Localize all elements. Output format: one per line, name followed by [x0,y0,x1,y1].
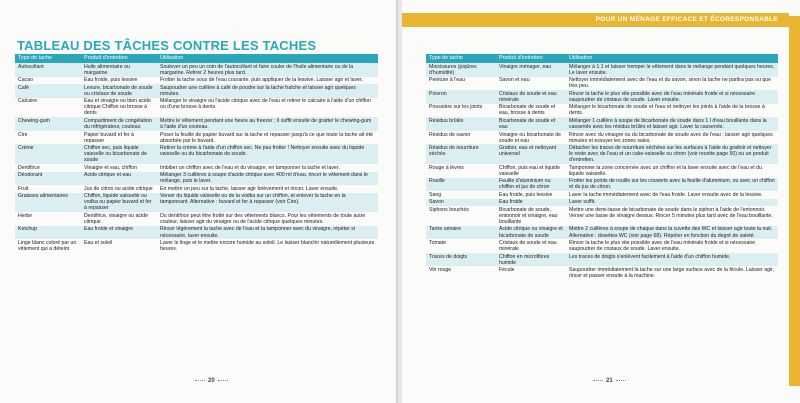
cell-product: Bicarbonate de soude et eau, brosse à dents [496,104,566,118]
cell-type: Fruit [15,185,81,192]
cell-product: Cristaux de soude et eau minérale [496,239,566,253]
cell-product: Compartiment de congélation du réfrigérateur, couteau [81,117,157,131]
header-column-usage: Utilisation [157,54,378,63]
cell-usage: Mélanger le bicarbonate de soude et l'eau et nettoyer les joints à l'aide de la brosse à dents. [566,104,778,118]
cell-usage: Saupoudrer une cuillère à café de poudre sur la tache fraîche et laisser agir quelques minutes. [157,84,378,98]
cell-usage: Rincer avec du vinaigre ou du bicarbonate de soude avec de l'eau ; laisser agir quelques minutes et essuyer les zones sales. [566,131,778,145]
cell-type: Poivron [426,90,496,104]
cell-product: Vinaigre ou bicarbonate de soude et eau [496,131,566,145]
yellow-edge-tab [789,16,800,386]
cell-product: Bicarbonate de soude, entonnoir et vinaigre, eau bouillante [496,206,566,226]
table-row [426,206,778,226]
cell-type: Calcaire [15,98,81,118]
cell-usage: Saupoudrer immédiatement la tache sur une large surface avec de la fécule. Laisser agir, rincer et passer ensuite à la machine. [566,266,778,280]
cell-type: Déodorant [15,172,81,186]
cell-type: Café [15,84,81,98]
table-row [15,239,378,253]
cell-product: Levure, bicarbonate de soude ou cristaux de soude [81,84,157,98]
table-row [15,77,378,84]
page-number-left: 20 [192,378,231,384]
table-row [426,226,778,240]
table-row [15,185,378,192]
cell-product: Savon et eau [496,77,566,91]
header-column-usage: Utilisation [566,54,778,63]
cell-type: Résidus de savon [426,131,496,145]
cell-usage: Nettoyer immédiatement avec de l'eau et du savon, sinon la tache ne partira pas ou que très peu. [566,77,778,91]
cell-type: Résidus de nourriture séchés [426,144,496,164]
cell-usage: Mélanger 1 cuillère à soupe de bicarbonate de soude dans 1 l d'eau bouillante dans la casserole avec les résidus brûlés et laisser agir. Laver la casserole. [566,117,778,131]
cell-usage: Frotter les points de rouille sur les couverts avec la feuille d'aluminium, ou avec un chiffon et du jus de citron. [566,178,778,192]
cell-product: Jus de citron ou acide citrique [81,185,157,192]
cell-product: Eau froide [496,199,566,206]
cell-usage: Mélanger 3 cuillères à soupe d'acide citrique avec 400 ml d'eau, rincer le vêtement dans le mélange, puis le laver. [157,172,378,186]
table-row [426,239,778,253]
cell-usage: Les traces de doigts s'enlèvent facilement à l'aide d'un chiffon humide. [566,253,778,267]
stain-table-right [426,54,778,280]
table-row [426,90,778,104]
cell-type: Autocollant [15,63,81,77]
cell-product: Eau froide et vinaigre [81,226,157,240]
cell-type: Traces de doigts [426,253,496,267]
cell-type: Ketchup [15,226,81,240]
cell-type: Poussière sur les joints [426,104,496,118]
cell-product: Chiffon sec, puis liquide vaisselle ou bicarbonate de soude [81,144,157,164]
table-row [426,77,778,91]
cell-product: Grattoir, eau et nettoyant universel [496,144,566,164]
cell-product: Fécule [496,266,566,280]
table-row [15,84,378,98]
cell-usage: Mettre une demi-tasse de bicarbonate de soude dans le siphon à l'aide de l'entonnoir. Verser une tasse de vinaigre dessus. Rincer 5 minutes plus tard avec de l'eau bouillante. [566,206,778,226]
cell-type: Moisissures (piqûres d'humidité) [426,63,496,77]
cell-product: Chiffon en microfibres humide [496,253,566,267]
cell-usage: Soulever un peu un coin de l'autocollant et faire couler de l'huile alimentaire ou de la margarine. Retirer 2 heures plus tard. [157,63,378,77]
cell-type: Savon [426,199,496,206]
cell-usage: En mettre un peu sur la tache, laisser agir brièvement et rincer. Laver ensuite. [157,185,378,192]
cell-type: Graisses alimentaires [15,193,81,213]
cell-usage: Du dentifrice peut être frotté sur des vêtements blancs. Pour les vêtements de toute autre couleur, laisser agir du vinaigre ou de l'acide citrique quelques minutes. [157,212,378,226]
cell-usage: Laver suffit. [566,199,778,206]
cell-usage: Frotter la tache sous de l'eau courante, puis appliquer de la lessive. Laisser agir et laver. [157,77,378,84]
cell-usage: Rincer la tache le plus vite possible avec de l'eau minérale froide et si nécessaire saupoudrer de cristaux de soude. Laver ensuite. [566,90,778,104]
cell-product: Eau froide, puis lessive [496,191,566,198]
cell-product: Cristaux de soude et eau minérale [496,90,566,104]
cell-type: Cire [15,131,81,145]
table-row [15,144,378,164]
cell-product: Bicarbonate de soude et eau [496,117,566,131]
table-row [15,98,378,118]
table-row [15,117,378,131]
cell-usage: Retirer la crème à l'aide d'un chiffon sec. Ne pas frotter ! Nettoyer ensuite avec du liquide vaisselle ou du bicarbonate de soude. [157,144,378,164]
table-row [426,191,778,198]
table-row [426,266,778,280]
cell-usage: Détacher les traces de nourriture séchées sur les surfaces à l'aide du grattoir et nettoyer le reste avec de l'eau et un cake-vaisselle ou citron (voir recette page 50) ou un produit d'entretien. [566,144,778,164]
cell-type: Tomate [426,239,496,253]
cell-usage: Rincer légèrement la tache avec de l'eau et la tamponner avec du vinaigre, répéter si nécessaire, laver ensuite. [157,226,378,240]
cell-usage: Verser du liquide vaisselle ou de la vodka sur un chiffon, et enlever la tache en la tamponnant. Alternative : buvard et fer à repasser (voir Cire). [157,193,378,213]
cell-usage: Mélanger le vinaigre ou l'acide citrique avec de l'eau et retirer le calcaire à l'aide d'un chiffon ou d'une brosse à dents. [157,98,378,118]
page-title: TABLEAU DES TÂCHES CONTRE LES TACHES [17,38,317,53]
table-row [426,63,778,77]
cell-type: Tartre urinaire [426,226,496,240]
cell-product: Vinaigre et eau, chiffon [81,164,157,171]
cell-product: Eau et soleil [81,239,157,253]
cell-usage: Laver le linge et le mettre encore humide au soleil. Le laisser blanchir naturellement plusieurs heures. [157,239,378,253]
cell-usage: Tamponner la zone concernée avec un chiffon et la laver ensuite avec de l'eau et du liquide vaisselle. [566,164,778,178]
cell-product: Feuille d'aluminium ou chiffon et jus de citron [496,178,566,192]
cell-usage: Mettre le vêtement pendant une heure au freezer ; il suffit ensuite de gratter le chewing-gum à l'aide d'un couteau. [157,117,378,131]
page-number-right: 21 [590,378,629,384]
cell-usage: Mettre 2 cuillères à soupe de chaque dans la cuvette des WC et laisser agir toute la nuit. Alternative : dosettes WC (voir page 68). Répéter en fonction du degré de saleté. [566,226,778,240]
cell-type: Linge blanc coloré par un vêtement qui a déteint [15,239,81,253]
table-row [15,164,378,171]
cell-usage: Imbiber un chiffon avec de l'eau et du vinaigre, en tamponner la tache et laver. [157,164,378,171]
table-row [426,199,778,206]
cell-product: Chiffon, liquide vaisselle ou vodka ou papier buvard et fer à repasser [81,193,157,213]
header-column-product: Produit d'entretien [496,54,566,63]
cell-product: Eau froide, puis lessive [81,77,157,84]
cell-type: Rouille [426,178,496,192]
cell-product: Vinaigre ménager, eau [496,63,566,77]
cell-usage: Mélanger à 1:1 et laisser tremper le vêtement dans le mélange pendant quelques heures. Le laver ensuite. [566,63,778,77]
header-column-type: Type de tache [426,54,496,63]
stain-table-left [15,54,378,253]
running-header: POUR UN MÉNAGE EFFICACE ET ÉCORESPONSABLE [595,16,778,23]
table-row [15,131,378,145]
table-row [15,212,378,226]
table-row [15,172,378,186]
cell-type: Vin rouge [426,266,496,280]
cell-product: Dentifrice, vinaigre ou acide citrique [81,212,157,226]
cell-usage: Rincer la tache le plus vite possible avec de l'eau minérale froide et si nécessaire saupoudrer de cristaux de soude. Laver ensuite. [566,239,778,253]
table-row [426,164,778,178]
cell-type: Siphons bouchés [426,206,496,226]
table-row [426,131,778,145]
cell-usage: Poser la feuille de papier buvard sur la tache et repasser jusqu'à ce que toute la tache ait été absorbée par le buvard. [157,131,378,145]
cell-type: Résidus brûlés [426,117,496,131]
cell-product: Huile alimentaire ou margarine [81,63,157,77]
cell-product: Acide citrique et eau [81,172,157,186]
table-row [15,226,378,240]
cell-type: Dentifrice [15,164,81,171]
cell-product: Chiffon, puis eau et liquide vaisselle [496,164,566,178]
table-row [15,193,378,213]
cell-type: Crème [15,144,81,164]
cell-product: Papier buvard et fer à repasser [81,131,157,145]
cell-product: Eau et vinaigre ou bien acide citrique Chiffon ou brosse à dents [81,98,157,118]
right-page [402,0,800,403]
table-row [426,253,778,267]
cell-usage: Laver la tache immédiatement avec de l'eau froide. Laver ensuite avec de la lessive. [566,191,778,198]
cell-type: Chewing-gum [15,117,81,131]
cell-type: Peinture à l'eau [426,77,496,91]
cell-type: Herbe [15,212,81,226]
table-row [426,178,778,192]
table-row [15,63,378,77]
table-row [426,144,778,164]
table-row [426,104,778,118]
cell-type: Cacao [15,77,81,84]
header-column-product: Produit d'entretien [81,54,157,63]
header-column-type: Type de tache [15,54,81,63]
left-page [0,0,398,403]
table-row [426,117,778,131]
cell-type: Sang [426,191,496,198]
cell-type: Rouge à lèvres [426,164,496,178]
cell-product: Acide citrique ou vinaigre et bicarbonate de soude [496,226,566,240]
